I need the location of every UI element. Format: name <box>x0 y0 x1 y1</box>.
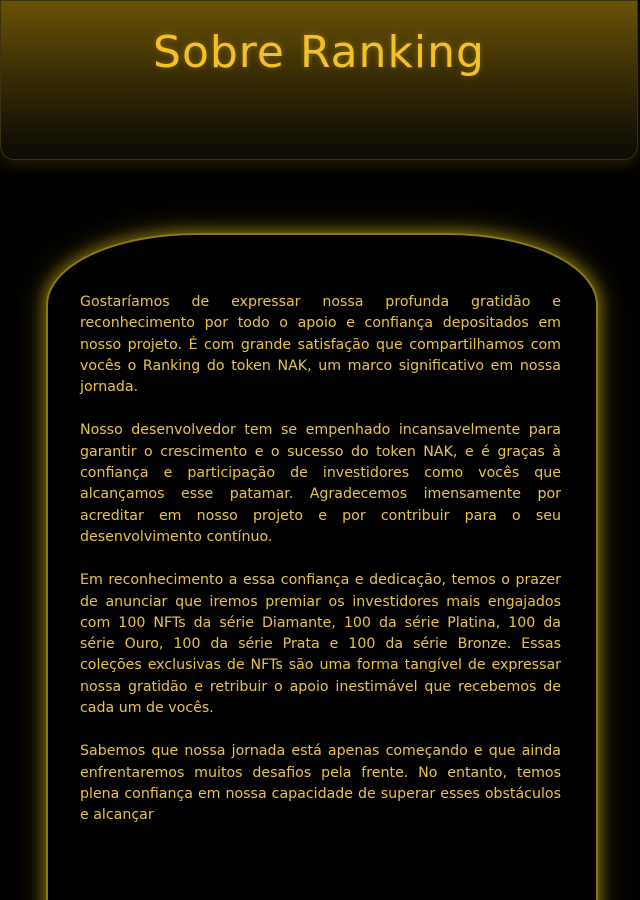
paragraph: Sabemos que nossa jornada está apenas começando e que ainda enfrentaremos muitos desafios pela frente. No entanto, temos plena confiança em nossa capacidade de superar esses obstáculos e alcançar <box>80 743 561 824</box>
paragraph: Nosso desenvolvedor tem se empenhado incansavelmente para garantir o crescimento e o sucesso do token NAK, e é graças à confiança e participação de investidores como vocês que alcançamos esse patamar. Agradecemos imensamente por acreditar em nosso projeto e por contribuir para o seu desenvolvimento contínuo. <box>80 422 561 545</box>
content-text <box>80 292 561 849</box>
paragraph: Em reconhecimento a essa confiança e dedicação, temos o prazer de anunciar que iremos premiar os investidores mais engajados com 100 NFTs da série Diamante, 100 da série Platina, 100 da série Ouro, 100 da série Prata e 100 da série Bronze. Essas coleções exclusivas de NFTs são uma forma tangível de expressar nossa gratidão e retribuir o apoio inestimável que recebemos de cada um de vocês. <box>80 572 561 717</box>
page-title: Sobre Ranking <box>153 27 485 78</box>
paragraph: Gostaríamos de expressar nossa profunda gratidão e reconhecimento por todo o apoio e confiança depositados em nosso projeto. É com grande satisfação que compartilhamos com vocês o Ranking do token NAK, um marco significativo em nossa jornada. <box>80 294 561 396</box>
header <box>0 0 638 160</box>
